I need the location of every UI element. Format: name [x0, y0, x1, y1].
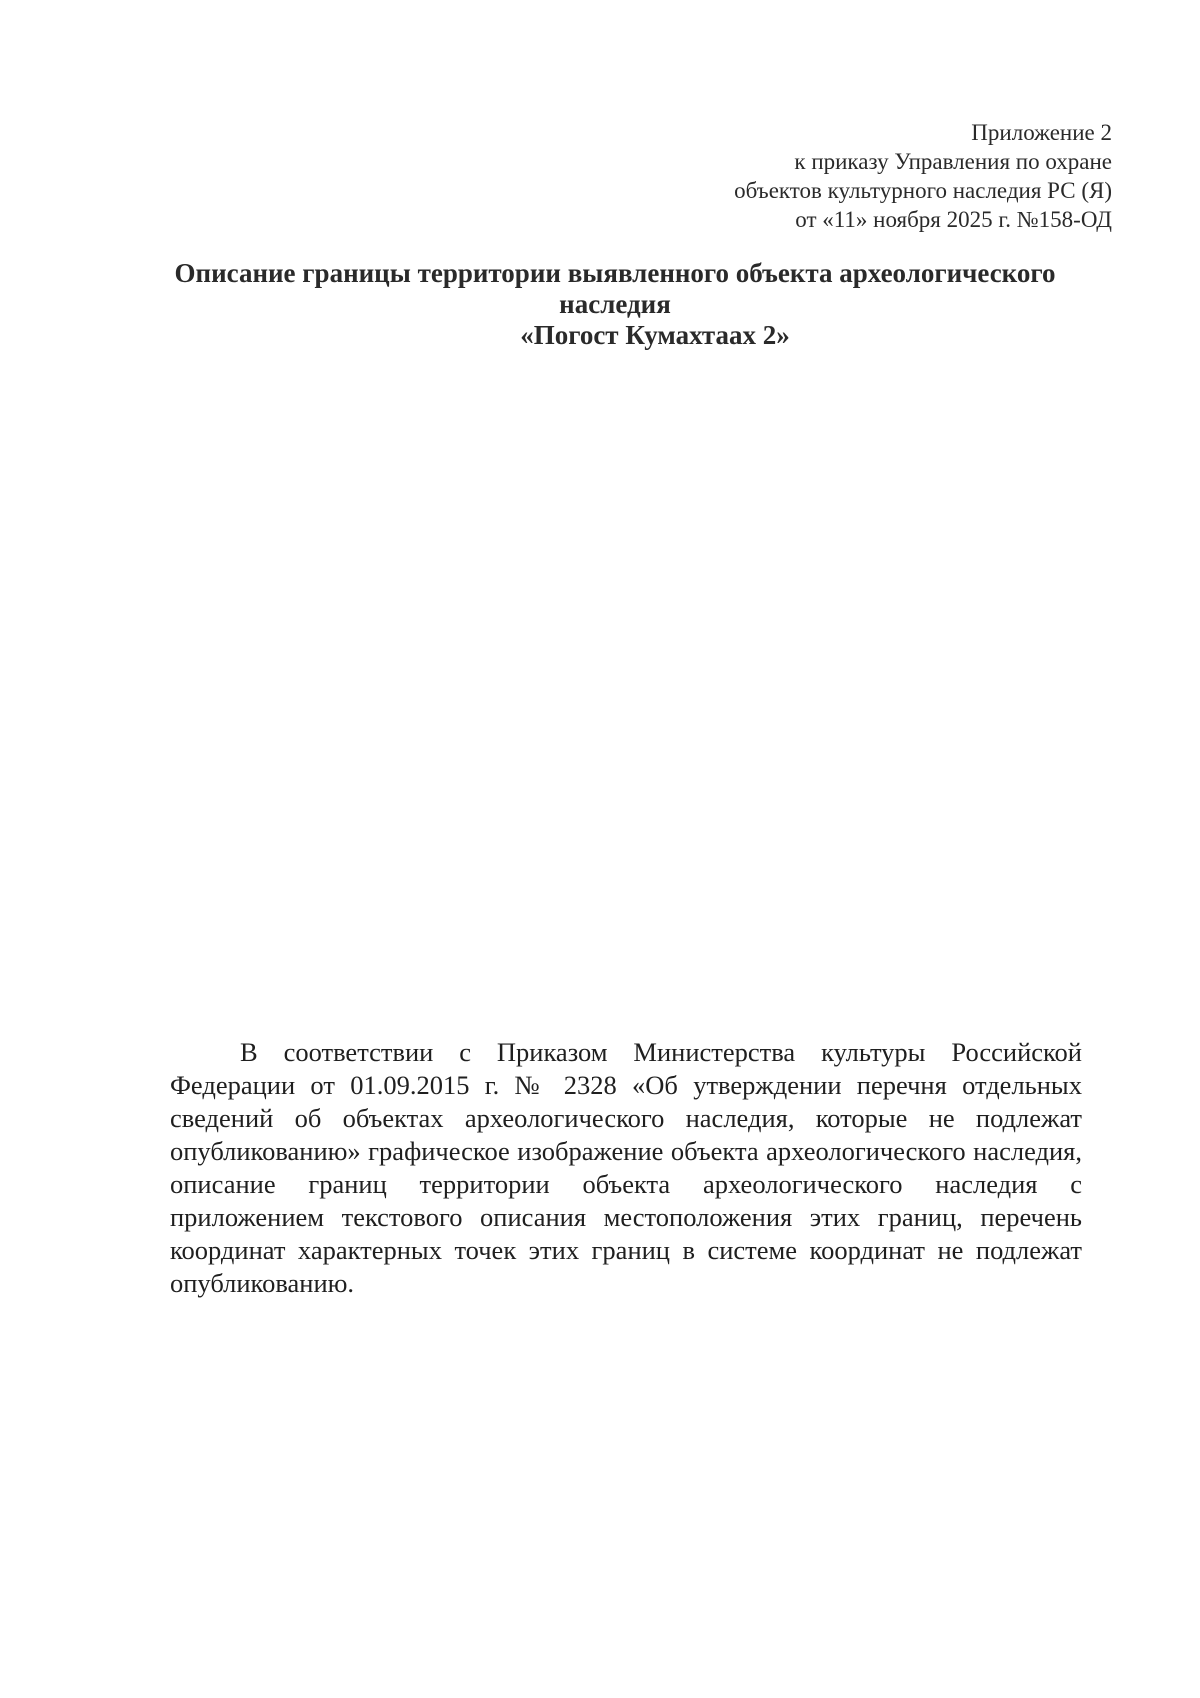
document-title [150, 258, 1080, 351]
annex-header [552, 118, 1112, 234]
annex-order-reference: к приказу Управления по охране [794, 149, 1112, 174]
title-object-name: «Погост Кумахтаах 2» [520, 320, 790, 350]
annex-number: Приложение 2 [971, 120, 1112, 145]
annex-authority: объектов культурного наследия РС (Я) [734, 178, 1112, 203]
body-paragraph: В соответствии с Приказом Министерства культуры Российской Федерации от 01.09.2015 г. № 2328 «Об утверждении перечня отдельных сведений об объектах археологического наследия, которые не подлежат опубликованию» графическое изображение объекта археологического наследия, описание границ территории объекта археологического наследия с приложением текстового описания местоположения этих границ, перечень координат характерных точек этих границ в системе координат не подлежат опубликованию. [170, 1037, 1082, 1298]
title-line-2: наследия [559, 289, 671, 319]
annex-order-date: от «11» ноября 2025 г. №158-ОД [795, 207, 1112, 232]
title-line-1: Описание границы территории выявленного объекта археологического [174, 258, 1056, 288]
